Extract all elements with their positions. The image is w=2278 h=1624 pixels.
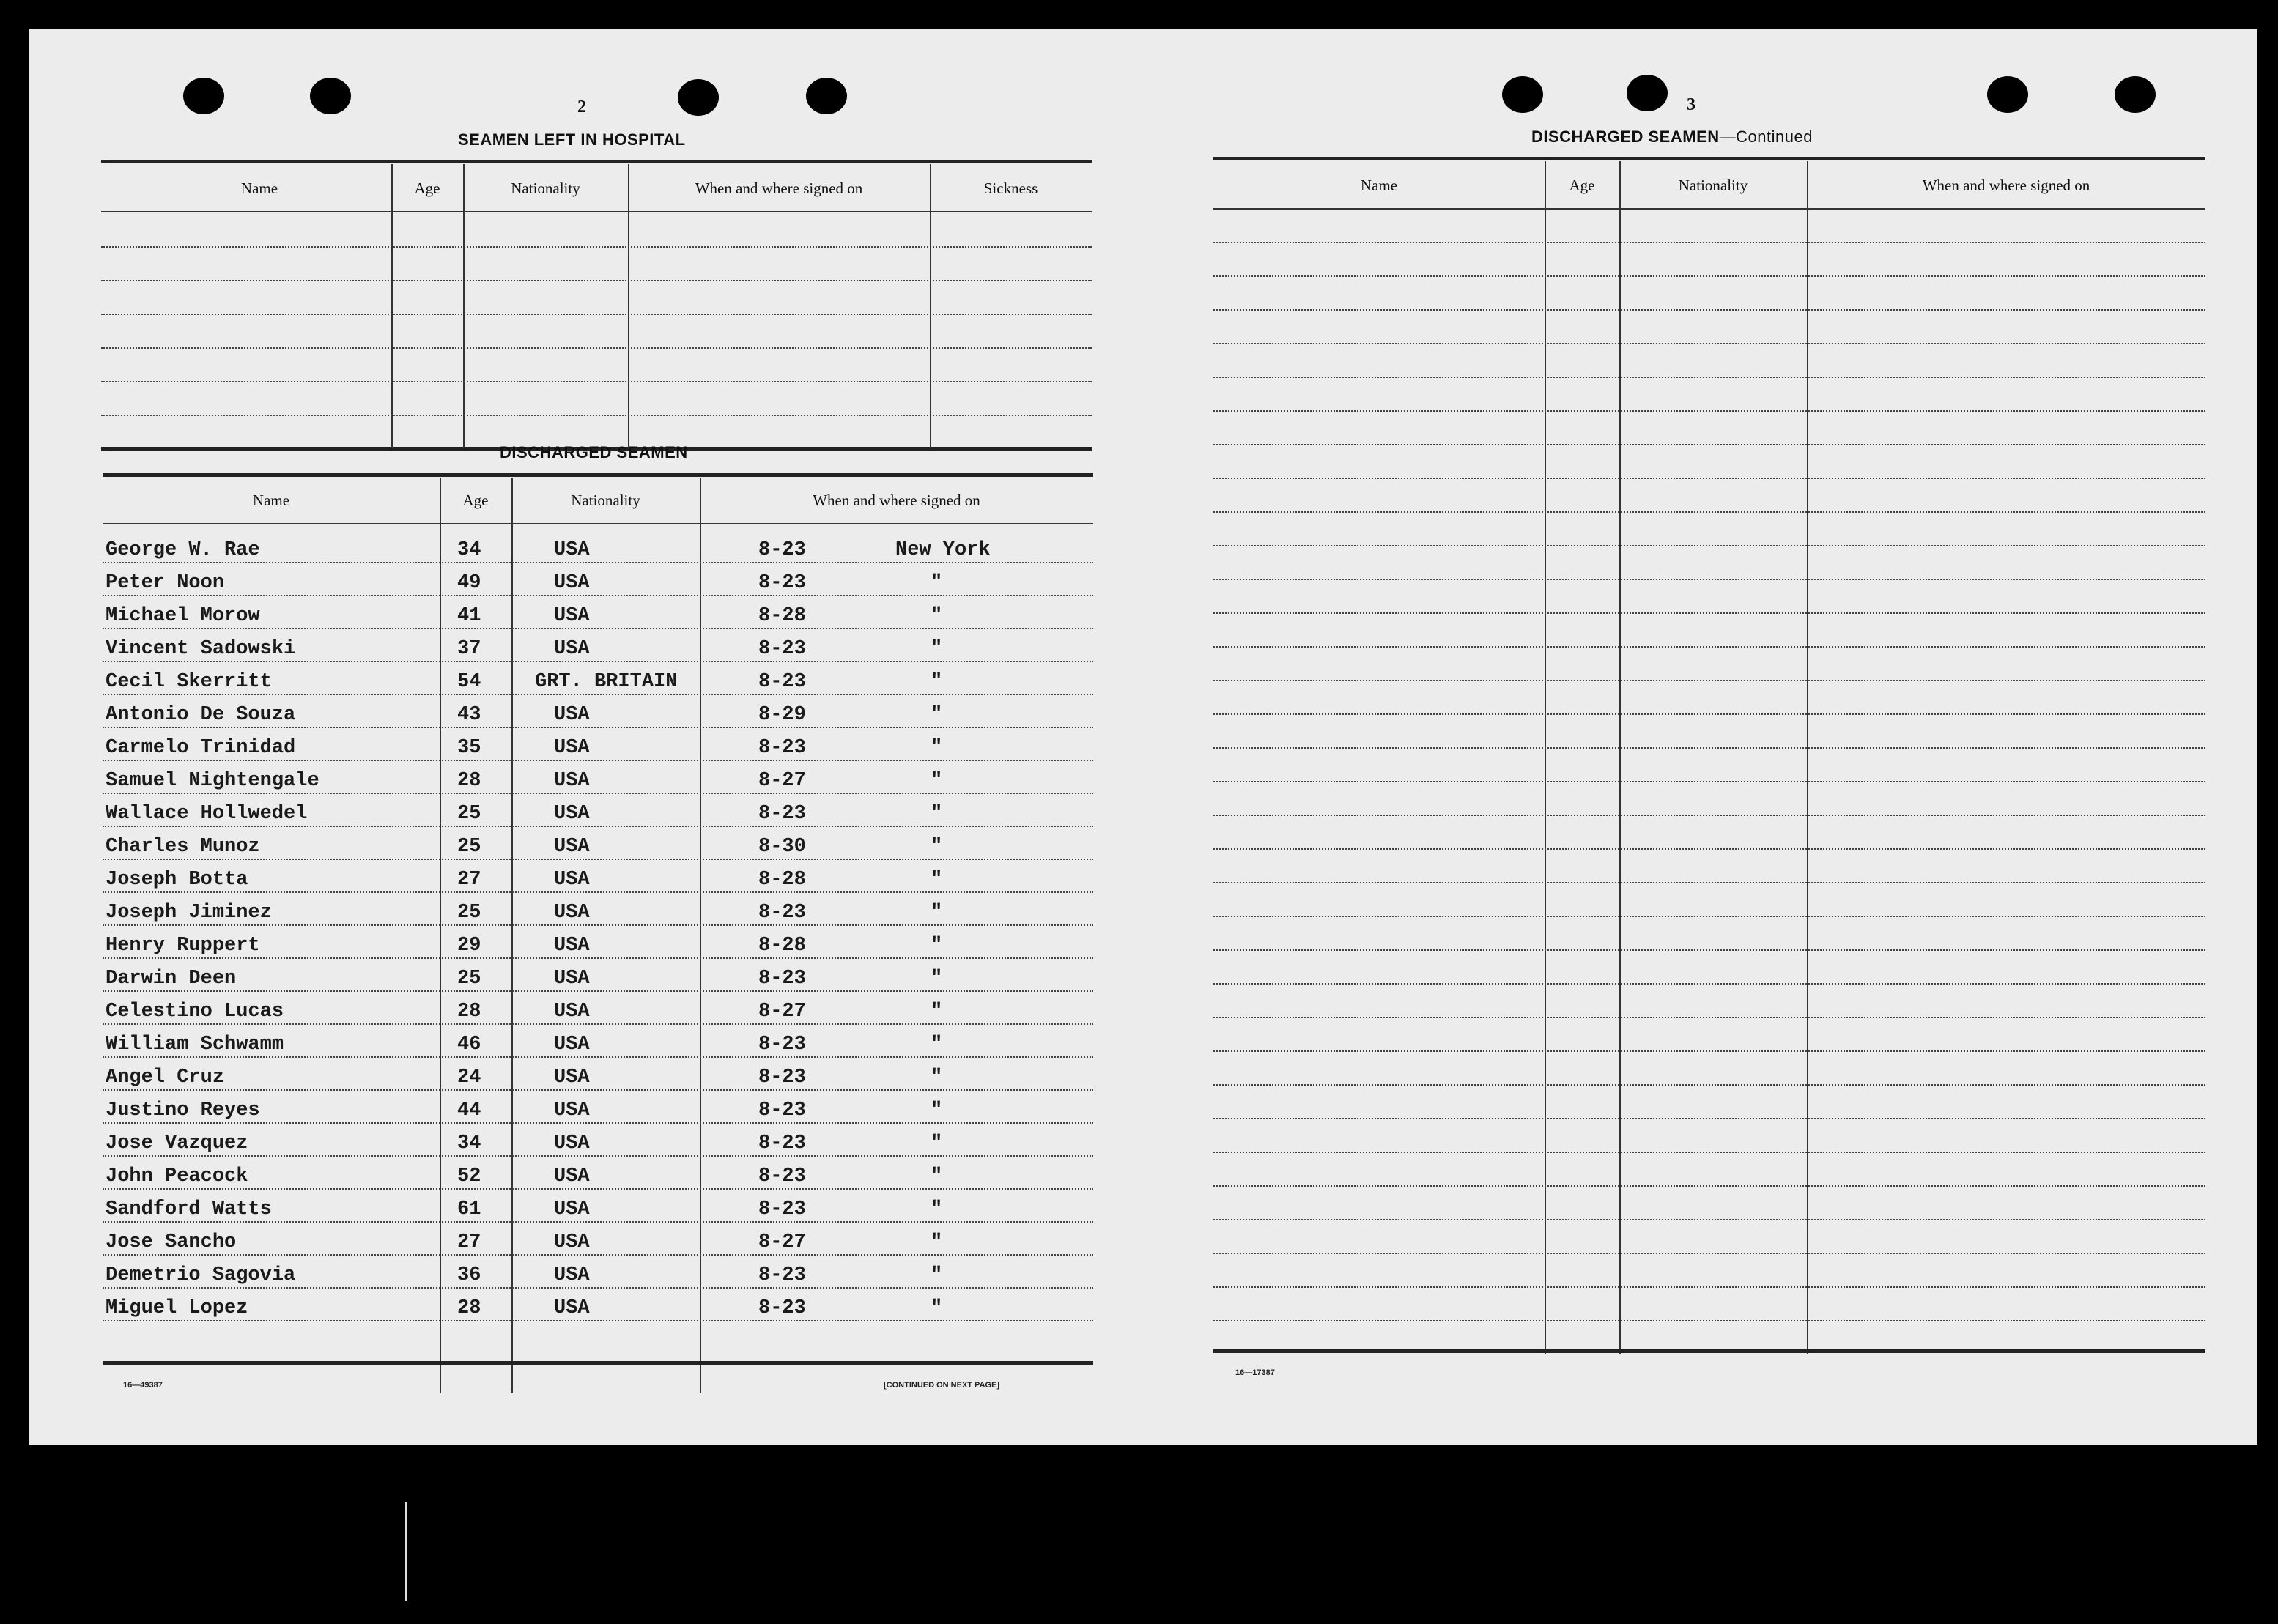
signed-on-date: 8-23	[758, 902, 806, 924]
seaman-age: 25	[457, 968, 481, 990]
page-number-right: 3	[1687, 95, 1695, 114]
right-row-rule	[1213, 1017, 2205, 1018]
hospital-col-name: Name	[240, 179, 278, 197]
signed-on-place: "	[931, 1100, 943, 1121]
row-rule	[103, 924, 1093, 926]
punch-hole	[1502, 76, 1543, 113]
seaman-name: Peter Noon	[106, 572, 225, 594]
signed-on-place: "	[931, 1297, 943, 1319]
signed-on-place: "	[931, 1198, 943, 1220]
continued-suffix: —Continued	[1719, 127, 1813, 146]
right-row-rule	[1213, 612, 2205, 614]
seaman-name: Antonio De Souza	[106, 704, 296, 726]
signed-on-date: 8-23	[758, 1165, 806, 1187]
signed-on-place: "	[931, 1001, 943, 1023]
right-row-rule	[1213, 747, 2205, 749]
right-col-age: Age	[1569, 177, 1595, 194]
row-rule	[103, 1254, 1093, 1256]
table-row	[103, 1198, 1093, 1220]
seaman-nationality: USA	[554, 1067, 590, 1089]
right-row-rule	[1213, 1084, 2205, 1086]
right-row-rule	[1213, 1050, 2205, 1052]
scan-artifact	[405, 1502, 407, 1601]
row-rule	[103, 628, 1093, 629]
right-row-rule	[1213, 309, 2205, 311]
right-row-rule	[1213, 646, 2205, 648]
right-col-divider	[1807, 161, 1808, 1354]
seaman-name: Angel Cruz	[106, 1067, 225, 1089]
seaman-name: Joseph Botta	[106, 869, 248, 891]
table-row	[103, 1001, 1093, 1023]
signed-on-place: "	[931, 671, 943, 693]
hospital-col-age: Age	[414, 179, 440, 197]
seaman-nationality: USA	[554, 902, 590, 924]
seaman-name: William Schwamm	[106, 1034, 284, 1056]
row-rule	[103, 990, 1093, 992]
seaman-age: 49	[457, 572, 481, 594]
signed-on-date: 8-23	[758, 737, 806, 759]
signed-on-place: "	[931, 572, 943, 594]
table-row	[103, 671, 1093, 693]
punch-hole	[1987, 76, 2028, 113]
signed-on-date: 8-23	[758, 539, 806, 561]
seaman-nationality: GRT. BRITAIN	[535, 671, 678, 693]
right-col-name: Name	[1360, 177, 1398, 194]
seaman-name: Darwin Deen	[106, 968, 237, 990]
signed-on-date: 8-23	[758, 671, 806, 693]
seaman-nationality: USA	[554, 572, 590, 594]
seaman-age: 25	[457, 902, 481, 924]
discharged-col-name: Name	[252, 492, 290, 509]
row-rule	[103, 826, 1093, 827]
signed-on-date: 8-23	[758, 1100, 806, 1121]
seaman-name: Jose Sancho	[106, 1231, 237, 1253]
seaman-nationality: USA	[554, 1198, 590, 1220]
signed-on-place: "	[931, 836, 943, 858]
seaman-name: Henry Ruppert	[106, 935, 260, 957]
seaman-age: 24	[457, 1067, 481, 1089]
seaman-nationality: USA	[554, 1001, 590, 1023]
hospital-col-sickness: Sickness	[983, 179, 1038, 197]
row-rule	[103, 1320, 1093, 1321]
signed-on-date: 8-28	[758, 935, 806, 957]
table-row	[103, 770, 1093, 792]
seaman-nationality: USA	[554, 803, 590, 825]
table-row	[103, 836, 1093, 858]
seaman-age: 25	[457, 836, 481, 858]
signed-on-date: 8-23	[758, 572, 806, 594]
right-row-rule	[1213, 1118, 2205, 1119]
table-row	[103, 1067, 1093, 1089]
signed-on-date: 8-29	[758, 704, 806, 726]
right-row-rule	[1213, 781, 2205, 782]
seaman-age: 44	[457, 1100, 481, 1121]
seaman-nationality: USA	[554, 1264, 590, 1286]
signed-on-place: "	[931, 737, 943, 759]
right-row-rule	[1213, 478, 2205, 479]
right-row-rule	[1213, 983, 2205, 985]
table-row	[103, 968, 1093, 990]
hospital-col-nationality: Nationality	[511, 179, 580, 197]
row-rule	[103, 1122, 1093, 1124]
seaman-age: 35	[457, 737, 481, 759]
seaman-nationality: USA	[554, 704, 590, 726]
seaman-name: Miguel Lopez	[106, 1297, 248, 1319]
seaman-age: 34	[457, 539, 481, 561]
table-row	[103, 803, 1093, 825]
table-row	[103, 1132, 1093, 1154]
row-rule	[103, 1188, 1093, 1190]
seaman-nationality: USA	[554, 1132, 590, 1154]
seaman-nationality: USA	[554, 638, 590, 660]
right-row-rule	[1213, 579, 2205, 580]
row-rule	[103, 957, 1093, 959]
row-rule	[103, 1056, 1093, 1058]
form-number-right: 16—17387	[1235, 1368, 1275, 1377]
row-rule	[103, 661, 1093, 662]
seaman-age: 52	[457, 1165, 481, 1187]
right-row-rule	[1213, 242, 2205, 243]
row-rule	[103, 1287, 1093, 1289]
signed-on-date: 8-28	[758, 869, 806, 891]
signed-on-date: 8-23	[758, 1297, 806, 1319]
right-row-rule	[1213, 680, 2205, 681]
seaman-name: Charles Munoz	[106, 836, 260, 858]
right-row-rule	[1213, 916, 2205, 917]
signed-on-date: 8-23	[758, 803, 806, 825]
seaman-age: 61	[457, 1198, 481, 1220]
table-row	[103, 1231, 1093, 1253]
seaman-age: 54	[457, 671, 481, 693]
discharged-col-signed-on: When and where signed on	[813, 492, 980, 509]
right-row-rule	[1213, 444, 2205, 445]
seaman-name: Demetrio Sagovia	[106, 1264, 296, 1286]
seaman-name: John Peacock	[106, 1165, 248, 1187]
right-row-rule	[1213, 713, 2205, 715]
row-rule	[103, 1023, 1093, 1025]
row-rule	[103, 1155, 1093, 1157]
signed-on-place: "	[931, 770, 943, 792]
form-number-left: 16—49387	[123, 1381, 163, 1390]
document-sheet	[29, 29, 2257, 1445]
row-rule	[103, 793, 1093, 794]
table-row	[103, 869, 1093, 891]
seaman-age: 28	[457, 1001, 481, 1023]
right-row-rule	[1213, 815, 2205, 816]
seaman-name: George W. Rae	[106, 539, 260, 561]
signed-on-place: "	[931, 803, 943, 825]
seaman-name: Joseph Jiminez	[106, 902, 272, 924]
right-row-rule	[1213, 848, 2205, 850]
row-rule	[103, 1089, 1093, 1091]
seaman-name: Carmelo Trinidad	[106, 737, 296, 759]
signed-on-place: "	[931, 1231, 943, 1253]
row-rule	[103, 891, 1093, 893]
seaman-age: 25	[457, 803, 481, 825]
row-rule	[103, 1221, 1093, 1223]
table-row	[103, 704, 1093, 726]
table-row	[103, 1297, 1093, 1319]
right-row-rule	[1213, 949, 2205, 951]
table-row	[103, 1264, 1093, 1286]
right-row-rule	[1213, 1286, 2205, 1288]
seaman-age: 27	[457, 869, 481, 891]
seaman-age: 27	[457, 1231, 481, 1253]
row-rule	[103, 562, 1093, 563]
right-row-rule	[1213, 410, 2205, 412]
row-rule	[103, 859, 1093, 860]
seaman-age: 36	[457, 1264, 481, 1286]
seaman-nationality: USA	[554, 1165, 590, 1187]
seaman-age: 29	[457, 935, 481, 957]
discharged-section-title: DISCHARGED SEAMEN	[500, 443, 688, 461]
right-row-rule	[1213, 882, 2205, 883]
signed-on-date: 8-30	[758, 836, 806, 858]
right-row-rule	[1213, 275, 2205, 277]
table-row	[103, 572, 1093, 594]
seaman-nationality: USA	[554, 1231, 590, 1253]
signed-on-place: "	[931, 902, 943, 924]
right-row-rule	[1213, 1152, 2205, 1153]
right-col-divider	[1619, 161, 1621, 1354]
table-row	[103, 1100, 1093, 1121]
right-row-rule	[1213, 1219, 2205, 1220]
signed-on-date: 8-23	[758, 1198, 806, 1220]
table-row	[103, 638, 1093, 660]
seaman-nationality: USA	[554, 1297, 590, 1319]
signed-on-place: "	[931, 605, 943, 627]
seaman-name: Justino Reyes	[106, 1100, 260, 1121]
seaman-nationality: USA	[554, 1100, 590, 1121]
seaman-nationality: USA	[554, 539, 590, 561]
discharged-table-bottom-rule	[103, 1361, 1093, 1365]
seaman-age: 34	[457, 1132, 481, 1154]
right-row-rule	[1213, 511, 2205, 513]
right-table-top-rule	[1213, 157, 2205, 160]
signed-on-place: "	[931, 935, 943, 957]
hospital-section-title: SEAMEN LEFT IN HOSPITAL	[458, 130, 686, 149]
signed-on-date: 8-28	[758, 605, 806, 627]
seaman-name: Samuel Nightengale	[106, 770, 319, 792]
signed-on-date: 8-23	[758, 638, 806, 660]
seaman-age: 28	[457, 1297, 481, 1319]
signed-on-date: 8-23	[758, 968, 806, 990]
right-row-rule	[1213, 343, 2205, 344]
discharged-col-nationality: Nationality	[571, 492, 640, 509]
seaman-name: Jose Vazquez	[106, 1132, 248, 1154]
signed-on-place: "	[931, 869, 943, 891]
seaman-nationality: USA	[554, 836, 590, 858]
right-col-divider	[1545, 161, 1546, 1354]
right-col-nationality: Nationality	[1678, 177, 1748, 194]
seaman-nationality: USA	[554, 1034, 590, 1056]
signed-on-date: 8-27	[758, 770, 806, 792]
row-rule	[103, 727, 1093, 728]
table-row	[103, 935, 1093, 957]
punch-hole	[2115, 76, 2156, 113]
table-row	[103, 902, 1093, 924]
signed-on-date: 8-23	[758, 1034, 806, 1056]
signed-on-place: "	[931, 638, 943, 660]
continued-note: [CONTINUED ON NEXT PAGE]	[884, 1381, 1000, 1390]
seaman-nationality: USA	[554, 869, 590, 891]
right-row-rule	[1213, 377, 2205, 378]
discharged-col-age: Age	[462, 492, 489, 509]
table-row	[103, 1034, 1093, 1056]
seaman-name: Wallace Hollwedel	[106, 803, 308, 825]
signed-on-date: 8-27	[758, 1231, 806, 1253]
signed-on-place: "	[931, 1034, 943, 1056]
table-row	[103, 1165, 1093, 1187]
seaman-name: Michael Morow	[106, 605, 260, 627]
right-row-rule	[1213, 1320, 2205, 1321]
seaman-name: Cecil Skerritt	[106, 671, 272, 693]
seaman-nationality: USA	[554, 935, 590, 957]
seaman-age: 41	[457, 605, 481, 627]
seaman-nationality: USA	[554, 770, 590, 792]
seaman-age: 37	[457, 638, 481, 660]
row-rule	[103, 595, 1093, 596]
hospital-col-signed-on: When and where signed on	[695, 179, 863, 197]
signed-on-place: "	[931, 1264, 943, 1286]
right-row-rule	[1213, 545, 2205, 546]
seaman-age: 46	[457, 1034, 481, 1056]
signed-on-place: "	[931, 704, 943, 726]
right-row-rule	[1213, 1253, 2205, 1254]
punch-hole	[1627, 75, 1668, 111]
signed-on-place: "	[931, 1132, 943, 1154]
table-row	[103, 737, 1093, 759]
seaman-age: 28	[457, 770, 481, 792]
signed-on-place: "	[931, 1165, 943, 1187]
seaman-age: 43	[457, 704, 481, 726]
right-row-rule	[1213, 1185, 2205, 1187]
signed-on-date: 8-23	[758, 1067, 806, 1089]
row-rule	[103, 694, 1093, 695]
table-row	[103, 539, 1093, 561]
seaman-nationality: USA	[554, 737, 590, 759]
seaman-name: Celestino Lucas	[106, 1001, 284, 1023]
row-rule	[103, 760, 1093, 761]
right-header-rule	[1213, 208, 2205, 210]
seaman-name: Sandford Watts	[106, 1198, 272, 1220]
signed-on-date: 8-23	[758, 1264, 806, 1286]
seaman-nationality: USA	[554, 968, 590, 990]
right-col-signed-on: When and where signed on	[1922, 177, 2090, 194]
signed-on-place: New York	[895, 539, 991, 561]
seaman-nationality: USA	[554, 605, 590, 627]
discharged-rows	[103, 29, 1093, 1445]
continued-section-title-main: DISCHARGED SEAMEN	[1531, 127, 1720, 146]
signed-on-date: 8-23	[758, 1132, 806, 1154]
seaman-name: Vincent Sadowski	[106, 638, 296, 660]
signed-on-place: "	[931, 1067, 943, 1089]
continued-section-title	[1531, 127, 1813, 147]
page-number-left: 2	[577, 97, 586, 116]
table-row	[103, 605, 1093, 627]
signed-on-place: "	[931, 968, 943, 990]
signed-on-date: 8-27	[758, 1001, 806, 1023]
right-table-bottom-rule	[1213, 1349, 2205, 1353]
